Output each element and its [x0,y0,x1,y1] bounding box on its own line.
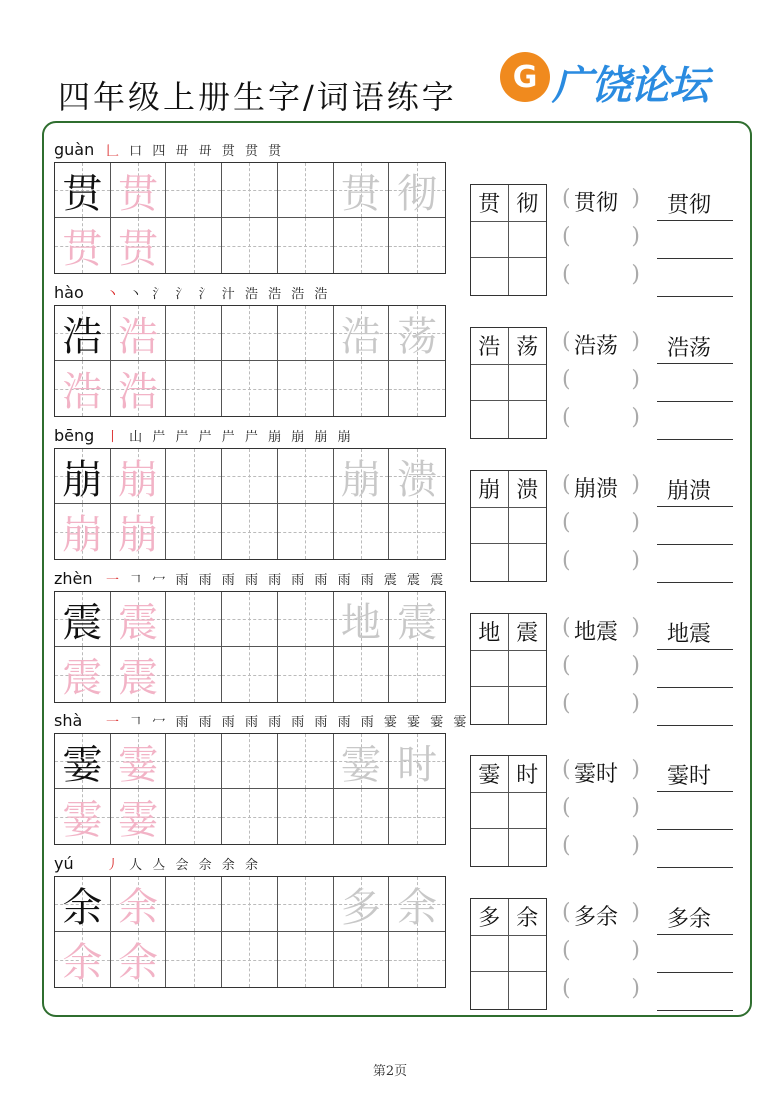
tian-cell[interactable] [334,218,390,273]
left-paren: ( [562,653,571,678]
line-word: 霎时 [667,764,712,789]
tian-cell[interactable] [222,504,278,559]
model-character: 贯 [62,170,103,217]
tian-cell[interactable] [278,734,334,789]
trace-word-character: 震 [397,599,438,646]
logo-face-icon: G [500,52,550,102]
model-character: 余 [62,884,103,931]
tian-cell[interactable] [334,592,390,647]
paren-row[interactable] [562,936,640,972]
tian-cell[interactable] [111,504,167,559]
tian-cell[interactable] [166,877,222,932]
paren-word: 浩荡 [574,334,619,359]
word-cell[interactable]: 地 [471,614,509,651]
tian-cell[interactable] [278,932,334,987]
writing-grid [54,733,446,845]
left-paren: ( [562,367,571,392]
practice-row [0,140,780,287]
tian-cell[interactable] [111,592,167,647]
trace-word-character: 荡 [397,313,438,360]
word-parentheses [562,327,640,439]
tian-cell[interactable] [389,932,445,987]
tian-cell[interactable] [389,163,445,218]
line-word: 地震 [667,622,712,647]
tian-cell[interactable] [166,932,222,987]
tian-cell[interactable] [166,163,222,218]
tian-cell[interactable] [55,647,111,702]
answer-line[interactable] [657,613,733,650]
word-lines [657,613,733,725]
tian-cell[interactable] [222,306,278,361]
tian-cell[interactable] [389,734,445,789]
tian-cell[interactable] [55,361,111,416]
left-paren: ( [562,329,571,354]
tian-cell[interactable] [111,789,167,844]
tian-cell[interactable] [55,163,111,218]
left-paren: ( [562,757,571,782]
paren-row[interactable] [562,755,640,791]
stroke-order: 一 𠃍 冖 雨 雨 雨 雨 雨 雨 雨 雨 雨 霎 霎 霎 霎 [106,715,470,730]
tian-cell[interactable] [55,218,111,273]
paren-row[interactable] [562,184,640,220]
word-lines [657,470,733,582]
right-paren: ) [631,833,640,858]
tian-cell[interactable] [55,789,111,844]
tian-cell[interactable] [334,504,390,559]
trace-character: 震 [62,655,103,701]
tian-cell[interactable] [166,647,222,702]
answer-line[interactable] [657,898,733,935]
answer-line[interactable] [657,651,733,688]
tian-cell[interactable] [166,592,222,647]
tian-cell[interactable] [166,306,222,361]
word-grid [470,184,547,296]
paren-row[interactable] [562,651,640,687]
tian-cell[interactable] [389,449,445,504]
trace-character: 霎 [118,741,159,788]
right-paren: ) [631,367,640,392]
trace-word-character: 贯 [340,170,381,217]
tian-cell[interactable] [166,504,222,559]
model-character: 浩 [62,313,103,360]
line-word: 浩荡 [667,336,712,361]
pinyin: guàn [54,140,95,159]
right-paren: ) [631,938,640,963]
tian-cell[interactable] [111,306,167,361]
trace-word-character: 崩 [340,456,381,503]
paren-row[interactable] [562,327,640,363]
tian-cell[interactable] [334,877,390,932]
word-cell[interactable]: 时 [509,756,547,793]
paren-row[interactable] [562,222,640,258]
word-cell[interactable]: 霎 [471,756,509,793]
tian-cell[interactable] [334,449,390,504]
tian-cell[interactable] [222,647,278,702]
tian-cell[interactable] [55,932,111,987]
tian-cell[interactable] [222,932,278,987]
tian-cell[interactable] [278,163,334,218]
tian-cell[interactable] [278,877,334,932]
word-lines [657,755,733,867]
trace-character: 余 [118,884,159,931]
trace-character: 贯 [118,226,159,272]
stroke-order: 𠃊 口 四 毌 毌 贯 贯 贯 [106,144,285,159]
tian-cell[interactable] [278,361,334,416]
word-grid [470,470,547,582]
tian-cell[interactable] [389,592,445,647]
pinyin: yú [54,854,74,873]
page-title: 四年级上册生字/词语练字 [58,78,457,116]
tian-cell[interactable] [389,789,445,844]
right-paren: ) [631,653,640,678]
word-cell[interactable]: 贯 [471,185,509,222]
right-paren: ) [631,795,640,820]
practice-row [0,283,780,430]
answer-line[interactable] [657,793,733,830]
tian-cell[interactable] [222,592,278,647]
tian-cell[interactable] [166,734,222,789]
right-paren: ) [631,224,640,249]
paren-word: 多余 [574,905,619,930]
line-word: 多余 [667,907,712,932]
paren-word: 霎时 [574,762,619,787]
stroke-order: 一 𠃍 冖 雨 雨 雨 雨 雨 雨 雨 雨 雨 震 震 震 [106,573,447,588]
right-paren: ) [631,186,640,211]
answer-line[interactable] [657,470,733,507]
right-paren: ) [631,405,640,430]
tian-cell[interactable] [222,789,278,844]
trace-word-character: 地 [340,599,381,646]
pinyin: bēng [54,426,95,445]
tian-cell[interactable] [166,789,222,844]
tian-cell[interactable] [389,361,445,416]
paren-row[interactable] [562,793,640,829]
tian-cell[interactable] [166,218,222,273]
tian-cell[interactable] [278,218,334,273]
trace-character: 崩 [118,456,159,503]
line-word: 贯彻 [667,193,712,218]
word-grid [470,755,547,867]
model-character: 霎 [62,741,103,788]
word-cell[interactable] [509,936,547,973]
paren-row[interactable] [562,613,640,649]
writing-grid [54,448,446,560]
word-grid [470,898,547,1010]
trace-word-character: 彻 [397,170,438,217]
site-logo [500,46,730,108]
right-paren: ) [631,510,640,535]
tian-cell[interactable] [55,734,111,789]
right-paren: ) [631,548,640,573]
left-paren: ( [562,472,571,497]
tian-cell[interactable] [111,734,167,789]
tian-cell[interactable] [222,877,278,932]
word-cell[interactable] [471,508,509,545]
tian-cell[interactable] [55,504,111,559]
word-cell[interactable] [509,651,547,688]
word-parentheses [562,470,640,582]
tian-cell[interactable] [278,789,334,844]
word-cell[interactable] [471,651,509,688]
tian-cell[interactable] [222,449,278,504]
writing-grid [54,162,446,274]
stroke-order: 丿 人 亼 会 佘 余 余 [106,858,261,873]
tian-cell[interactable] [389,218,445,273]
word-cell[interactable] [471,222,509,259]
paren-word: 崩溃 [574,477,619,502]
left-paren: ( [562,186,571,211]
tian-cell[interactable] [111,647,167,702]
tian-cell[interactable] [166,449,222,504]
word-cell[interactable]: 浩 [471,328,509,365]
tian-cell[interactable] [278,504,334,559]
practice-row [0,711,780,858]
trace-word-character: 溃 [397,456,438,503]
trace-word-character: 多 [340,884,381,931]
word-cell[interactable] [471,936,509,973]
paren-row[interactable] [562,470,640,506]
practice-row [0,854,780,1001]
tian-cell[interactable] [389,647,445,702]
right-paren: ) [631,615,640,640]
trace-word-character: 余 [397,884,438,931]
tian-cell[interactable] [278,647,334,702]
word-cell[interactable]: 多 [471,899,509,936]
right-paren: ) [631,691,640,716]
trace-character: 霎 [62,797,103,843]
tian-cell[interactable] [111,932,167,987]
word-cell[interactable]: 溃 [509,471,547,508]
trace-character: 震 [118,599,159,646]
pinyin: zhèn [54,569,93,588]
word-cell[interactable]: 荡 [509,328,547,365]
left-paren: ( [562,548,571,573]
word-cell[interactable] [509,508,547,545]
left-paren: ( [562,510,571,535]
tian-cell[interactable] [55,306,111,361]
tian-cell[interactable] [334,163,390,218]
tian-cell[interactable] [278,306,334,361]
paren-row[interactable] [562,508,640,544]
word-cell[interactable]: 崩 [471,471,509,508]
tian-cell[interactable] [222,734,278,789]
tian-cell[interactable] [389,877,445,932]
right-paren: ) [631,472,640,497]
trace-character: 震 [118,655,159,701]
tian-cell[interactable] [334,789,390,844]
tian-cell[interactable] [334,932,390,987]
tian-cell[interactable] [334,647,390,702]
word-cell[interactable] [509,793,547,830]
paren-word: 贯彻 [574,191,619,216]
practice-row [0,569,780,716]
right-paren: ) [631,757,640,782]
word-cell[interactable] [509,972,547,1009]
paren-row[interactable] [562,974,640,1010]
trace-character: 贯 [62,226,103,272]
trace-character: 余 [118,940,159,986]
word-parentheses [562,613,640,725]
trace-character: 余 [62,940,103,986]
trace-character: 浩 [62,369,103,415]
left-paren: ( [562,691,571,716]
left-paren: ( [562,976,571,1001]
word-lines [657,898,733,1010]
paren-word: 地震 [574,620,619,645]
tian-cell[interactable] [55,877,111,932]
logo-text: 广饶论坛 [552,63,708,109]
left-paren: ( [562,833,571,858]
tian-cell[interactable] [111,449,167,504]
pinyin: shà [54,711,83,730]
trace-character: 贯 [118,170,159,217]
left-paren: ( [562,615,571,640]
answer-line[interactable] [657,222,733,259]
word-grid [470,327,547,439]
right-paren: ) [631,262,640,287]
paren-row[interactable] [562,365,640,401]
word-parentheses [562,898,640,1010]
word-lines [657,327,733,439]
left-paren: ( [562,938,571,963]
stroke-order: 丶 丶 氵 氵 氵 汁 浩 浩 浩 浩 [106,287,331,302]
right-paren: ) [631,976,640,1001]
answer-line[interactable] [657,755,733,792]
practice-row [0,426,780,573]
word-parentheses [562,184,640,296]
pinyin: hào [54,283,84,302]
tian-cell[interactable] [389,504,445,559]
tian-cell[interactable] [334,306,390,361]
trace-character: 崩 [118,512,159,558]
tian-cell[interactable] [222,163,278,218]
left-paren: ( [562,262,571,287]
tian-cell[interactable] [278,449,334,504]
tian-cell[interactable] [334,361,390,416]
word-cell[interactable]: 彻 [509,185,547,222]
trace-character: 崩 [62,512,103,558]
left-paren: ( [562,224,571,249]
word-grid [470,613,547,725]
tian-cell[interactable] [166,361,222,416]
tian-cell[interactable] [222,361,278,416]
tian-cell[interactable] [111,361,167,416]
trace-word-character: 时 [397,741,438,788]
answer-line[interactable] [657,936,733,973]
word-cell[interactable] [471,793,509,830]
right-paren: ) [631,900,640,925]
trace-word-character: 浩 [340,313,381,360]
word-cell[interactable]: 余 [509,899,547,936]
word-cell[interactable] [509,365,547,402]
stroke-order: 丨 山 屵 屵 屵 屵 屵 崩 崩 崩 崩 [106,430,354,445]
page-number: 第2页 [372,1064,408,1079]
tian-cell[interactable] [111,163,167,218]
left-paren: ( [562,795,571,820]
right-paren: ) [631,329,640,354]
tian-cell[interactable] [334,734,390,789]
tian-cell[interactable] [111,877,167,932]
word-cell[interactable] [471,365,509,402]
trace-character: 浩 [118,313,159,360]
model-character: 震 [62,599,103,646]
tian-cell[interactable] [55,449,111,504]
model-character: 崩 [62,456,103,503]
writing-grid [54,591,446,703]
writing-grid [54,876,446,988]
trace-character: 霎 [118,797,159,843]
answer-line[interactable] [657,508,733,545]
answer-line[interactable] [657,365,733,402]
trace-word-character: 霎 [340,741,381,788]
paren-row[interactable] [562,898,640,934]
line-word: 崩溃 [667,479,712,504]
left-paren: ( [562,405,571,430]
word-cell[interactable] [509,222,547,259]
tian-cell[interactable] [111,218,167,273]
tian-cell[interactable] [278,592,334,647]
answer-line[interactable] [657,184,733,221]
left-paren: ( [562,900,571,925]
tian-cell[interactable] [389,306,445,361]
answer-line[interactable] [657,974,733,1011]
writing-grid [54,305,446,417]
trace-character: 浩 [118,369,159,415]
tian-cell[interactable] [222,218,278,273]
answer-line[interactable] [657,327,733,364]
word-parentheses [562,755,640,867]
word-cell[interactable]: 震 [509,614,547,651]
word-cell[interactable] [471,972,509,1009]
tian-cell[interactable] [55,592,111,647]
word-lines [657,184,733,296]
